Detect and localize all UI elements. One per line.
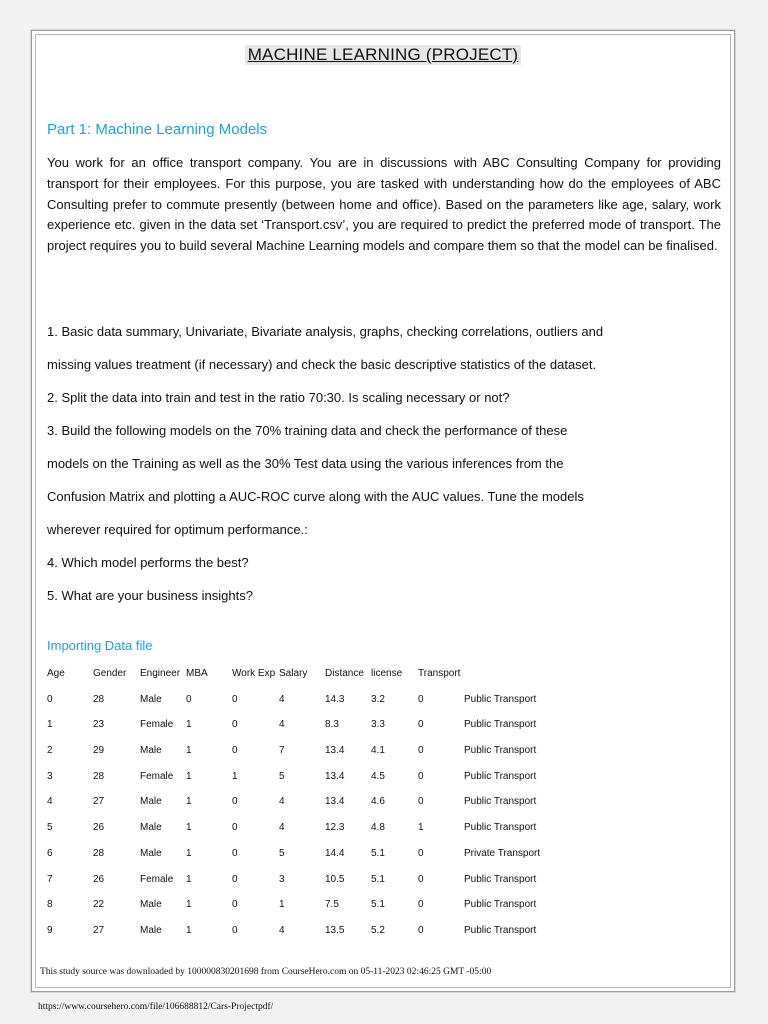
table-cell: 0 xyxy=(418,847,424,859)
table-cell: 0 xyxy=(418,899,424,911)
table-cell: 0 xyxy=(232,745,238,757)
table-cell: 12.3 xyxy=(325,822,345,834)
table-cell: 5 xyxy=(279,770,285,782)
table-cell: 8.3 xyxy=(325,719,339,731)
task-line: 3. Build the following models on the 70% training data and check the performance of these xyxy=(47,423,568,438)
task-line: 4. Which model performs the best? xyxy=(47,555,249,570)
table-cell: 1 xyxy=(186,796,192,808)
table-cell: Public Transport xyxy=(464,822,537,834)
table-cell: 0 xyxy=(232,924,238,936)
table-cell: Public Transport xyxy=(464,924,537,936)
table-cell: 0 xyxy=(418,745,424,757)
table-cell: 0 xyxy=(418,924,424,936)
table-cell: 1 xyxy=(418,822,424,834)
table-cell: Public Transport xyxy=(464,745,537,757)
table-cell: Male xyxy=(140,822,162,834)
table-cell: 7.5 xyxy=(325,899,339,911)
table-cell: Public Transport xyxy=(464,719,537,731)
table-cell: 26 xyxy=(93,822,105,834)
task-line: wherever required for optimum performance.: xyxy=(47,522,308,537)
title-text: MACHINE LEARNING (PROJECT) xyxy=(245,45,522,65)
table-cell: 7 xyxy=(279,745,285,757)
table-header-cell: license xyxy=(371,668,403,679)
table-header-cell: Engineer xyxy=(140,668,181,679)
task-line: missing values treatment (if necessary) and check the basic descriptive statistics of the dataset. xyxy=(47,357,597,372)
table-cell: 0 xyxy=(232,719,238,731)
table-cell: 1 xyxy=(186,924,192,936)
table-cell: 13.5 xyxy=(325,924,345,936)
table-cell: Male xyxy=(140,924,162,936)
table-cell: Male xyxy=(140,847,162,859)
table-cell: 1 xyxy=(186,770,192,782)
source-url[interactable]: https://www.coursehero.com/file/106688812/Cars-Projectpdf/ xyxy=(38,1002,274,1012)
table-cell: 1 xyxy=(186,822,192,834)
table-cell: 0 xyxy=(232,796,238,808)
table-cell: 0 xyxy=(418,719,424,731)
table-cell: 28 xyxy=(93,770,105,782)
table-cell: 0 xyxy=(418,770,424,782)
intro-paragraph: You work for an office transport company. You are in discussions with ABC Consulting Company for providing transport for their employees. For this purpose, you are tasked with understanding how do the employees of ABC Consulting prefer to commute presently (between home and office). Based on the parameters like age, salary, work experience etc. given in the data set ‘Transport.csv’, you are required to predict the preferred mode of transport. The project requires you to build several Machine Learning models and compare them so that the model can be finalised. xyxy=(47,155,721,254)
table-cell: Public Transport xyxy=(464,796,537,808)
page-title xyxy=(32,45,734,65)
table-cell: 13.4 xyxy=(325,796,345,808)
table-cell: 4 xyxy=(279,693,285,705)
table-cell: 8 xyxy=(47,899,53,911)
table-cell: 28 xyxy=(93,847,105,859)
table-cell: 10.5 xyxy=(325,873,345,885)
table-cell: 1 xyxy=(186,873,192,885)
table-cell: 2 xyxy=(47,745,53,757)
table-header-cell: MBA xyxy=(186,668,208,679)
table-cell: 4 xyxy=(279,796,285,808)
table-cell: 23 xyxy=(93,719,105,731)
table-cell: 0 xyxy=(418,693,424,705)
table-cell: 5.1 xyxy=(371,899,385,911)
table-cell: 4 xyxy=(47,796,53,808)
task-line: Confusion Matrix and plotting a AUC-ROC curve along with the AUC values. Tune the models xyxy=(47,489,584,504)
table-cell: 0 xyxy=(232,873,238,885)
table-cell: Female xyxy=(140,873,174,885)
table-cell: 28 xyxy=(93,693,105,705)
table-cell: 1 xyxy=(186,719,192,731)
table-header-cell: Transport xyxy=(418,668,461,679)
table-cell: 1 xyxy=(186,899,192,911)
table-cell: 4.5 xyxy=(371,770,385,782)
table-cell: 4.1 xyxy=(371,745,385,757)
table-cell: 9 xyxy=(47,924,53,936)
table-cell: 0 xyxy=(418,873,424,885)
table-cell: 3.3 xyxy=(371,719,385,731)
table-cell: 14.3 xyxy=(325,693,345,705)
task-list xyxy=(47,322,727,619)
table-cell: 22 xyxy=(93,899,105,911)
table-header-cell: Gender xyxy=(93,668,127,679)
table-cell: Male xyxy=(140,745,162,757)
table-cell: Female xyxy=(140,719,174,731)
table-header-cell: Work Exp xyxy=(232,668,276,679)
task-line: 1. Basic data summary, Univariate, Bivariate analysis, graphs, checking correlations, outliers and xyxy=(47,324,604,339)
table-cell: 4 xyxy=(279,822,285,834)
table-cell: 13.4 xyxy=(325,745,345,757)
table-cell: 1 xyxy=(186,745,192,757)
table-cell: 0 xyxy=(232,822,238,834)
table-cell: Public Transport xyxy=(464,693,537,705)
table-cell: 5 xyxy=(47,822,53,834)
table-header-cell: Salary xyxy=(279,668,308,679)
table-cell: 27 xyxy=(93,796,105,808)
table-cell: 4.6 xyxy=(371,796,385,808)
task-line: 5. What are your business insights? xyxy=(47,588,253,603)
table-cell: Male xyxy=(140,899,162,911)
table-cell: 0 xyxy=(418,796,424,808)
table-cell: 26 xyxy=(93,873,105,885)
table-cell: Male xyxy=(140,693,162,705)
table-cell: Private Transport xyxy=(464,847,541,859)
table-cell: 13.4 xyxy=(325,770,345,782)
table-cell: 4.8 xyxy=(371,822,385,834)
table-cell: 4 xyxy=(279,924,285,936)
document-page xyxy=(31,30,735,992)
table-cell: 1 xyxy=(186,847,192,859)
table-cell: Female xyxy=(140,770,174,782)
download-note: This study source was downloaded by 100000830201698 from CourseHero.com on 05-11-2023 02:46:25 GMT -05:00 xyxy=(40,967,492,977)
table-header-cell: Distance xyxy=(325,668,364,679)
table-cell: 0 xyxy=(232,693,238,705)
table-cell: Public Transport xyxy=(464,770,537,782)
table-cell: Public Transport xyxy=(464,873,537,885)
table-cell: Male xyxy=(140,796,162,808)
table-cell: 6 xyxy=(47,847,53,859)
table-cell: 0 xyxy=(186,693,192,705)
table-cell: 5.1 xyxy=(371,847,385,859)
table-cell: 29 xyxy=(93,745,105,757)
part-heading: Part 1: Machine Learning Models xyxy=(47,121,268,138)
task-line: models on the Training as well as the 30% Test data using the various inferences from the xyxy=(47,456,564,471)
table-cell: 1 xyxy=(232,770,238,782)
section-heading: Importing Data file xyxy=(47,638,153,653)
table-cell: 7 xyxy=(47,873,53,885)
table-cell: 1 xyxy=(47,719,53,731)
table-cell: 5.2 xyxy=(371,924,385,936)
table-cell: Public Transport xyxy=(464,899,537,911)
table-cell: 3 xyxy=(47,770,53,782)
table-cell: 0 xyxy=(47,693,53,705)
task-line: 2. Split the data into train and test in the ratio 70:30. Is scaling necessary or not? xyxy=(47,390,510,405)
table-cell: 14.4 xyxy=(325,847,345,859)
table-cell: 0 xyxy=(232,899,238,911)
table-cell: 5.1 xyxy=(371,873,385,885)
table-header-cell: Age xyxy=(47,668,65,679)
table-cell: 0 xyxy=(232,847,238,859)
table-cell: 1 xyxy=(279,899,285,911)
table-cell: 3 xyxy=(279,873,285,885)
table-cell: 3.2 xyxy=(371,693,385,705)
table-cell: 5 xyxy=(279,847,285,859)
table-cell: 27 xyxy=(93,924,105,936)
table-cell: 4 xyxy=(279,719,285,731)
